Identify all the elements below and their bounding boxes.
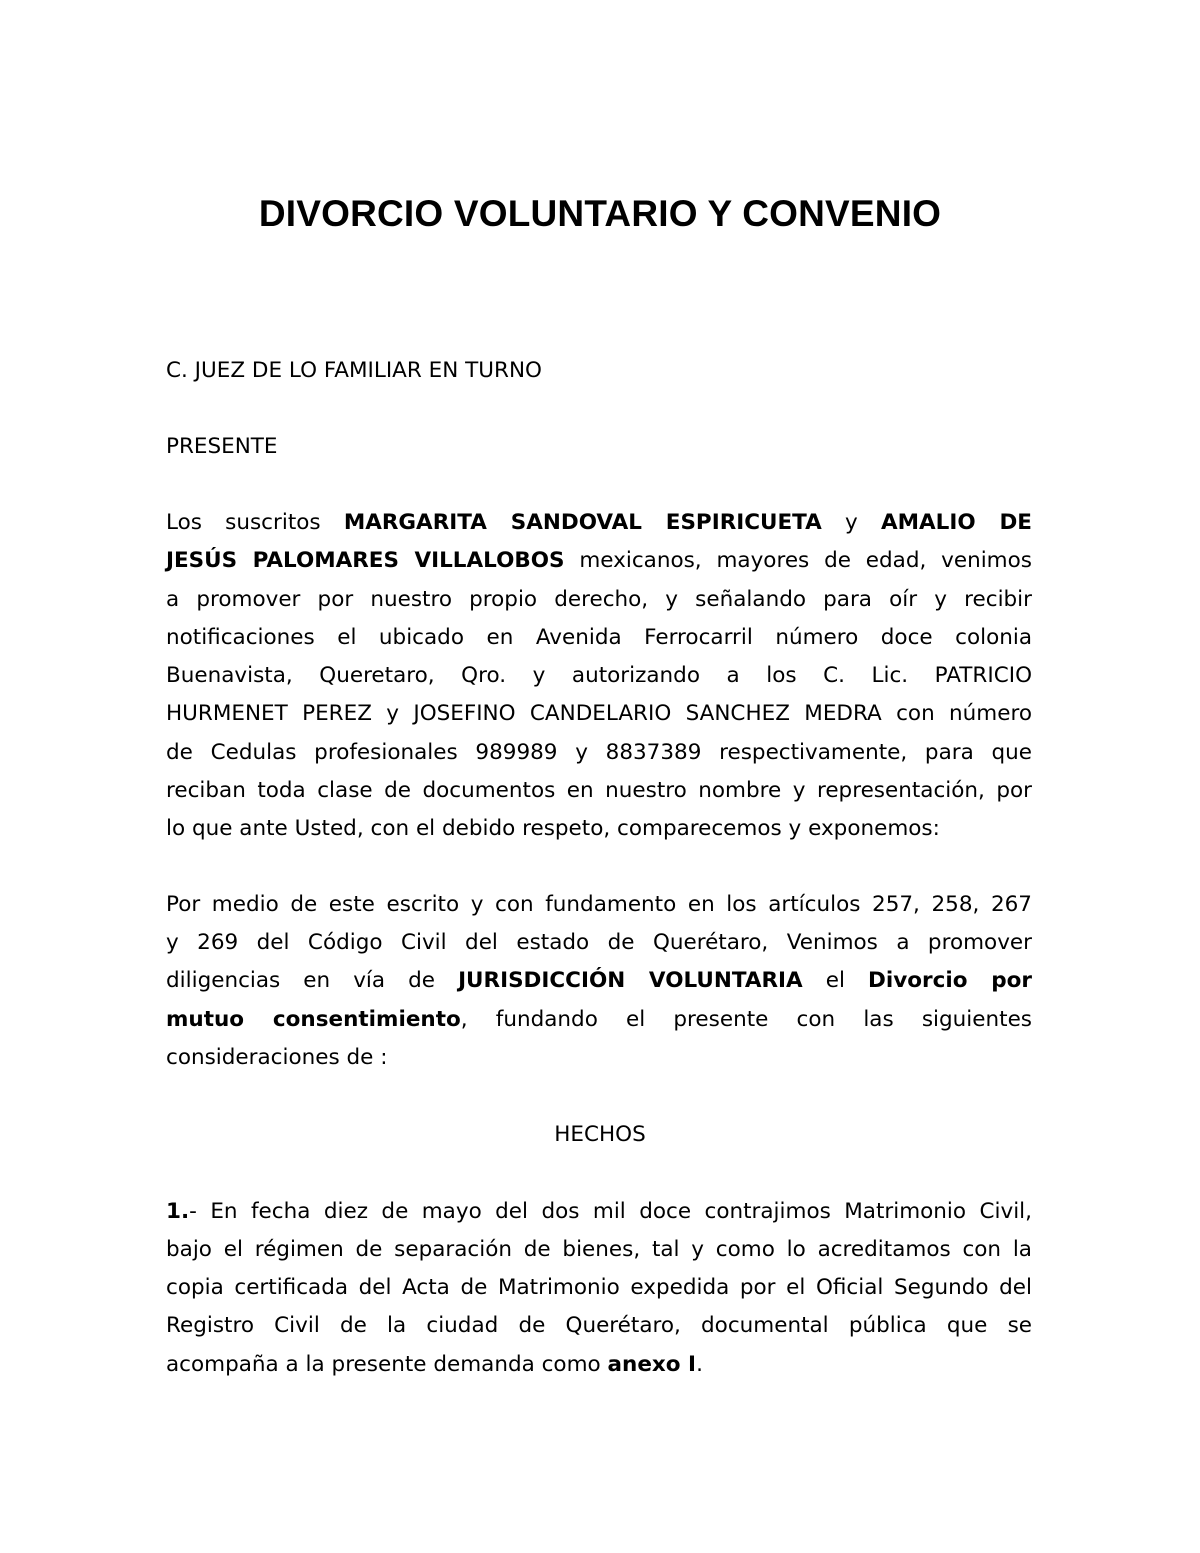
intro-line-6: HURMENET PEREZ y JOSEFINO CANDELARIO SANCHEZ MEDRA con número <box>166 701 1032 726</box>
hecho-1-line-4: Registro Civil de la ciudad de Querétaro, documental pública que se <box>166 1313 1032 1338</box>
hecho-1-line-3: copia certificada del Acta de Matrimonio expedida por el Oficial Segundo del <box>166 1275 1032 1300</box>
intro-line-4: notificaciones el ubicado en Avenida Ferrocarril número doce colonia <box>166 625 1032 650</box>
presente-label: PRESENTE <box>166 434 278 459</box>
hechos-heading: HECHOS <box>554 1122 646 1147</box>
document-title: DIVORCIO VOLUNTARIO Y CONVENIO <box>258 193 942 234</box>
intro-line-3: a promover por nuestro propio derecho, y señalando para oír y recibir <box>166 587 1032 612</box>
hecho-1-line-1: 1.- En fecha diez de mayo del dos mil doce contrajimos Matrimonio Civil, <box>166 1199 1032 1224</box>
fundamento-line-3: diligencias en vía de JURISDICCIÓN VOLUNTARIA el Divorcio por <box>166 968 1032 993</box>
intro-line-2: JESÚS PALOMARES VILLALOBOS mexicanos, mayores de edad, venimos <box>166 548 1032 573</box>
hecho-1-line-5: acompaña a la presente demanda como anexo I. <box>166 1352 703 1377</box>
hecho-1-line-2: bajo el régimen de separación de bienes, tal y como lo acreditamos con la <box>166 1237 1032 1262</box>
fundamento-line-5: consideraciones de : <box>166 1045 388 1070</box>
intro-line-7: de Cedulas profesionales 989989 y 8837389 respectivamente, para que <box>166 740 1032 765</box>
fundamento-line-4: mutuo consentimiento, fundando el presente con las siguientes <box>166 1007 1032 1032</box>
addressee: C. JUEZ DE LO FAMILIAR EN TURNO <box>166 358 542 383</box>
intro-line-1: Los suscritos MARGARITA SANDOVAL ESPIRICUETA y AMALIO DE <box>166 510 1032 535</box>
fundamento-line-2: y 269 del Código Civil del estado de Querétaro, Venimos a promover <box>166 930 1032 955</box>
intro-line-8: reciban toda clase de documentos en nuestro nombre y representación, por <box>166 778 1032 803</box>
intro-line-9: lo que ante Usted, con el debido respeto, comparecemos y exponemos: <box>166 816 940 841</box>
fundamento-line-1: Por medio de este escrito y con fundamento en los artículos 257, 258, 267 <box>166 892 1032 917</box>
intro-line-5: Buenavista, Queretaro, Qro. y autorizando a los C. Lic. PATRICIO <box>166 663 1032 688</box>
